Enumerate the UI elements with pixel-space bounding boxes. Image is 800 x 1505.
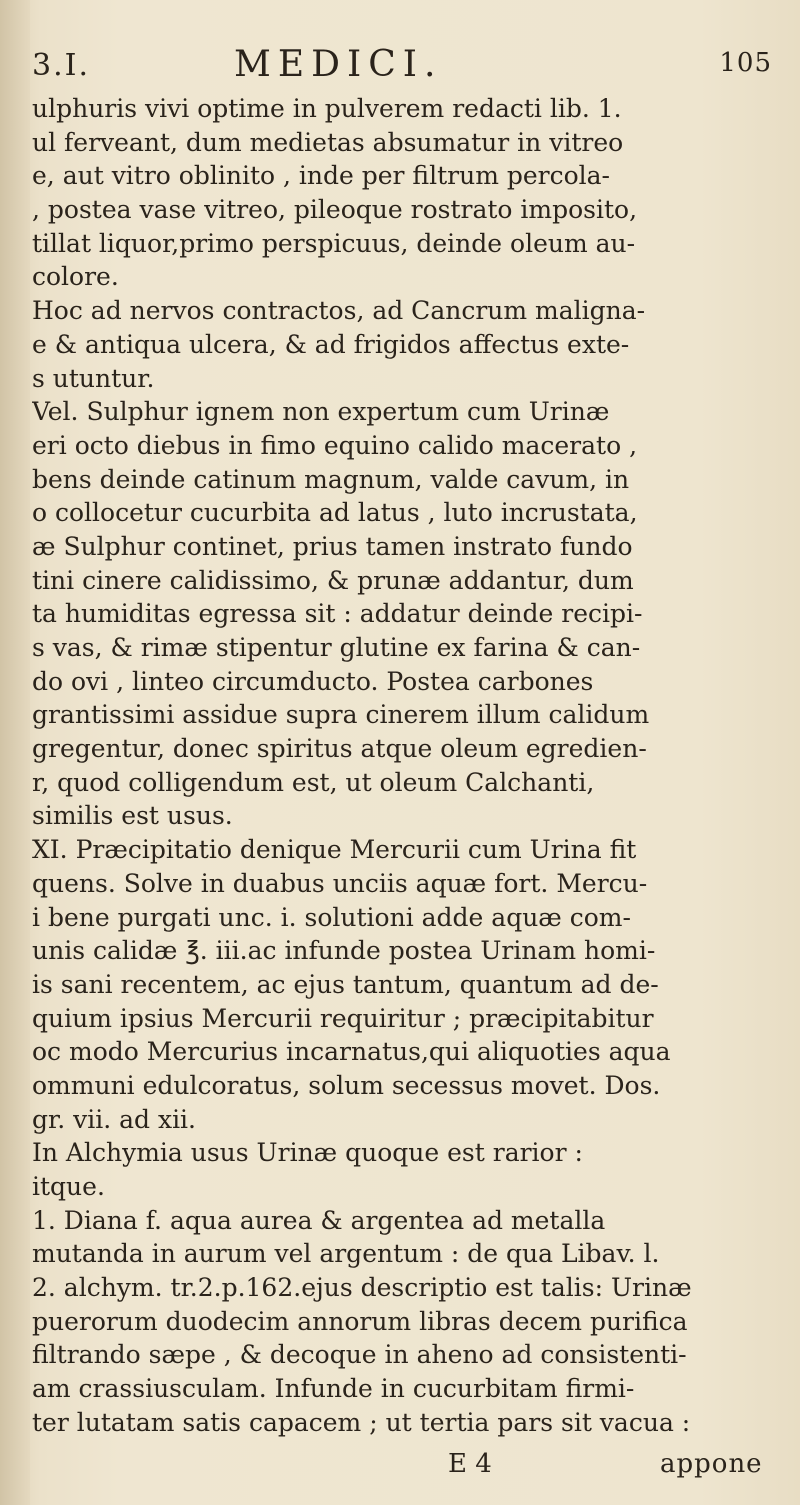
text-line: 1. Diana f. aqua aurea & argentea ad metalla (32, 1205, 606, 1235)
running-header (32, 44, 772, 88)
text-line: colore. (32, 262, 119, 292)
text-line: 2. alchym. tr.2.p.162.ejus descriptio est talis: Urinæ (32, 1273, 692, 1303)
text-line: grantissimi assidue supra cinerem illum calidum (32, 700, 650, 730)
text-line: i bene purgati unc. i. solutioni adde aquæ com- (32, 902, 631, 932)
text-line: s vas, & rimæ stipentur glutine ex farina & can- (32, 633, 641, 662)
text-line: Vel. Sulphur ignem non expertum cum Urinæ (32, 397, 610, 427)
text-line: oc modo Mercurius incarnatus,qui aliquoties aqua (32, 1037, 671, 1067)
text-line: eri octo diebus in fimo equino calido macerato , (32, 430, 638, 460)
header-title: MEDICI. (234, 44, 443, 85)
signature-mark: E 4 (448, 1449, 492, 1479)
header-page-number: 105 (719, 48, 772, 78)
text-line: Hoc ad nervos contractos, ad Cancrum maligna- (32, 296, 646, 326)
page-gutter (0, 0, 30, 1505)
text-line: unis calidæ ℥. iii.ac infunde postea Urinam homi- (32, 936, 656, 966)
text-line: itque. (32, 1172, 105, 1201)
text-line: ter lutatam satis capacem ; ut tertia pars sit vacua : (32, 1407, 691, 1437)
text-line: , postea vase vitreo, pileoque rostrato imposito, (32, 195, 638, 225)
text-line: is sani recentem, ac ejus tantum, quantum ad de- (32, 969, 659, 999)
text-line: filtrando sæpe , & decoque in aheno ad consistenti- (32, 1340, 687, 1370)
text-line: In Alchymia usus Urinæ quoque est rarior : (32, 1138, 583, 1168)
text-line: XI. Præcipitatio denique Mercurii cum Urina fit (32, 835, 637, 865)
text-line: quium ipsius Mercurii requiritur ; præcipitabitur (32, 1003, 654, 1033)
text-line: quens. Solve in duabus unciis aquæ fort. Mercu- (32, 868, 648, 898)
text-line: similis est usus. (32, 801, 233, 831)
text-line: ta humiditas egressa sit : addatur deinde recipi- (32, 599, 643, 629)
text-line: puerorum duodecim annorum libras decem purifica (32, 1306, 688, 1336)
text-line: r, quod colligendum est, ut oleum Calchanti, (32, 767, 595, 797)
text-line: e, aut vitro oblinito , inde per filtrum percola- (32, 161, 610, 191)
text-line: am crassiusculam. Infunde in cucurbitam firmi- (32, 1374, 635, 1404)
text-line: do ovi , linteo circumducto. Postea carbones (32, 666, 594, 696)
body-text (32, 92, 800, 1440)
text-line: bens deinde catinum magnum, valde cavum, in (32, 464, 630, 494)
text-line: ommuni edulcoratus, solum secessus movet. Dos. (32, 1070, 661, 1100)
text-line: æ Sulphur continet, prius tamen instrato fundo (32, 531, 633, 561)
text-line: gr. vii. ad xii. (32, 1104, 197, 1134)
text-line: ul ferveant, dum medietas absumatur in vitreo (32, 127, 624, 157)
text-line: gregentur, donec spiritus atque oleum egredien- (32, 734, 647, 764)
text-line: tini cinere calidissimo, & prunæ addantur, dum (32, 565, 634, 595)
text-line: s utuntur. (32, 363, 155, 393)
catchword: appone (660, 1449, 763, 1479)
header-section-number: 3.I. (32, 48, 91, 83)
text-line: ulphuris vivi optime in pulverem redacti lib. 1. (32, 94, 622, 123)
text-line: e & antiqua ulcera, & ad frigidos affectus exte- (32, 329, 630, 359)
text-line: tillat liquor,primo perspicuus, deinde oleum au- (32, 228, 636, 258)
text-line: mutanda in aurum vel argentum : de qua Libav. l. (32, 1239, 660, 1269)
text-line: o collocetur cucurbita ad latus , luto incrustata, (32, 498, 638, 528)
